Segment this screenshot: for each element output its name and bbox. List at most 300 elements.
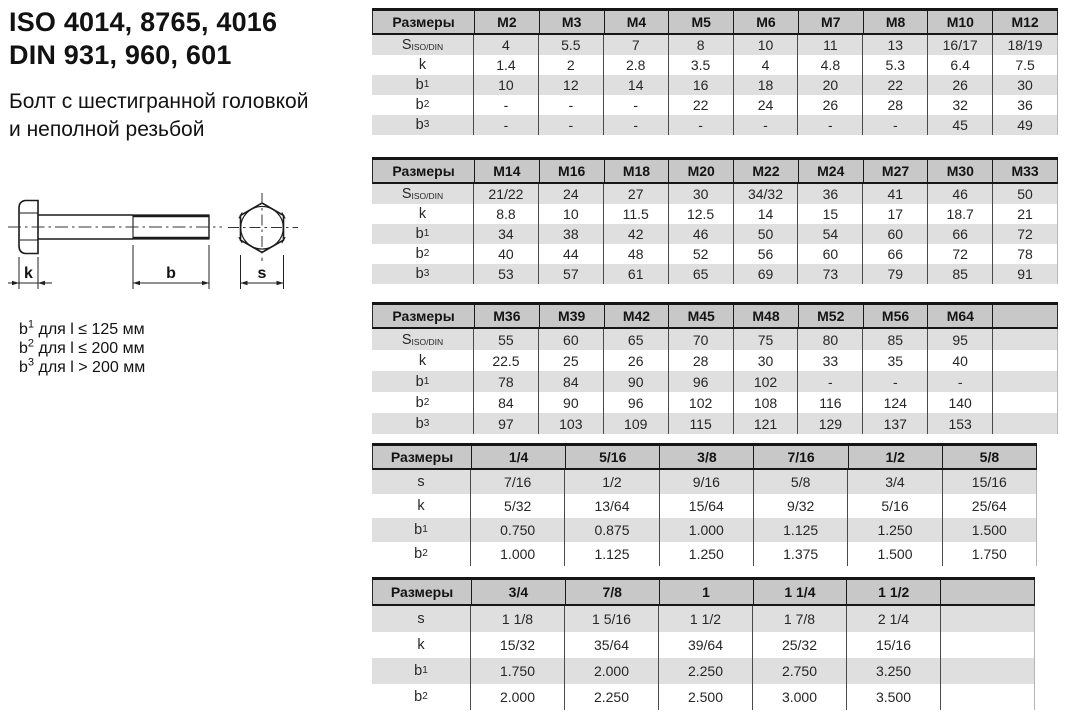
column-header: 5/8 xyxy=(942,446,1036,468)
table-row xyxy=(372,494,1037,518)
row-label-base: b xyxy=(415,97,424,113)
value-cell: 1.000 xyxy=(470,542,564,566)
value-cell: 35 xyxy=(862,350,927,371)
table-row xyxy=(372,55,1058,75)
value-cell: 153 xyxy=(927,413,992,434)
value-cell: 10 xyxy=(473,75,538,95)
value-cell: 91 xyxy=(992,264,1057,284)
footnote-b3-sup: 3 xyxy=(27,356,35,369)
value-cell: 78 xyxy=(473,371,538,392)
footnote-b1-sup: 1 xyxy=(27,318,35,331)
footnote-b2-base: b xyxy=(19,340,28,357)
row-label: b 3 xyxy=(415,415,430,432)
table-row xyxy=(372,658,1035,684)
row-label xyxy=(372,55,473,75)
column-header xyxy=(992,305,1057,327)
table-header-row xyxy=(372,580,1035,606)
value-cell: 66 xyxy=(927,224,992,244)
table-row xyxy=(372,264,1058,284)
value-cell: - xyxy=(797,115,862,135)
table-row xyxy=(372,244,1058,264)
column-header: M14 xyxy=(474,160,539,182)
value-cell: 2.000 xyxy=(470,684,564,710)
value-cell: - xyxy=(473,115,538,135)
value-cell: 7.5 xyxy=(992,55,1057,75)
row-label: b 2 xyxy=(414,689,428,705)
row-label-base: b xyxy=(415,415,424,432)
value-cell: 24 xyxy=(538,184,603,204)
table-header-row xyxy=(372,305,1058,329)
value-cell: 85 xyxy=(862,329,927,350)
value-cell: 40 xyxy=(927,350,992,371)
value-cell: 3.250 xyxy=(846,658,940,684)
value-cell: 28 xyxy=(862,95,927,115)
value-cell: 15/64 xyxy=(659,494,753,518)
spec-table-3 xyxy=(372,302,1058,434)
subtitle-line-1: Болт с шестигранной головкой xyxy=(9,90,309,113)
column-header: 1/4 xyxy=(471,446,565,468)
value-cell: 1.4 xyxy=(473,55,538,75)
value-cell: 15/16 xyxy=(846,632,940,658)
value-cell: - xyxy=(668,115,733,135)
table-row xyxy=(372,606,1035,632)
value-cell xyxy=(940,632,1034,658)
row-label-base: k xyxy=(418,206,427,222)
value-cell: 6.4 xyxy=(927,55,992,75)
column-header: M56 xyxy=(863,305,928,327)
value-cell: - xyxy=(603,95,668,115)
value-cell: 1.750 xyxy=(942,542,1036,566)
value-cell: 72 xyxy=(992,224,1057,244)
table-header-row xyxy=(372,446,1037,470)
value-cell: 5/8 xyxy=(753,470,847,494)
value-cell: 1.500 xyxy=(942,518,1036,542)
row-label xyxy=(372,204,473,224)
value-cell: 7 xyxy=(603,35,668,55)
footnote-b2-sup: 2 xyxy=(27,337,35,350)
column-header: 1 1/4 xyxy=(753,580,847,604)
value-cell: 65 xyxy=(603,329,668,350)
column-header: M10 xyxy=(927,11,992,33)
column-header: M48 xyxy=(733,305,798,327)
row-label xyxy=(372,350,473,371)
dimension-tables-panel xyxy=(372,0,1067,720)
column-header: M2 xyxy=(474,11,539,33)
value-cell: 16 xyxy=(668,75,733,95)
row-label-base: b xyxy=(414,689,423,705)
value-cell: 3.000 xyxy=(752,684,846,710)
value-cell: 121 xyxy=(733,413,798,434)
value-cell: 13 xyxy=(862,35,927,55)
row-label-base: s xyxy=(417,611,425,627)
value-cell: 27 xyxy=(603,184,668,204)
column-header: M4 xyxy=(604,11,669,33)
row-label xyxy=(372,470,470,494)
value-cell: 84 xyxy=(538,371,603,392)
row-label-base: k xyxy=(417,498,425,514)
value-cell xyxy=(992,371,1057,392)
value-cell: 15/16 xyxy=(942,470,1036,494)
value-cell: 79 xyxy=(862,264,927,284)
value-cell: 22 xyxy=(668,95,733,115)
column-header: M42 xyxy=(604,305,669,327)
value-cell: 2.750 xyxy=(752,658,846,684)
column-header xyxy=(940,580,1034,604)
value-cell: 30 xyxy=(992,75,1057,95)
value-cell: 90 xyxy=(603,371,668,392)
value-cell: 103 xyxy=(538,413,603,434)
table-row xyxy=(372,413,1058,434)
column-header: 7/8 xyxy=(565,580,659,604)
column-header: M45 xyxy=(668,305,733,327)
column-header: M39 xyxy=(539,305,604,327)
value-cell: 2.000 xyxy=(564,658,658,684)
value-cell: 10 xyxy=(733,35,798,55)
value-cell: 34/32 xyxy=(733,184,798,204)
value-cell: 80 xyxy=(797,329,862,350)
value-cell: 25/32 xyxy=(752,632,846,658)
value-cell: 0.875 xyxy=(564,518,658,542)
table-row xyxy=(372,470,1037,494)
row-label: b 1 xyxy=(414,522,428,538)
value-cell: 41 xyxy=(862,184,927,204)
row-label: b 2 xyxy=(415,246,430,262)
value-cell: - xyxy=(797,371,862,392)
value-cell: 1.500 xyxy=(847,542,941,566)
value-cell: 75 xyxy=(733,329,798,350)
value-cell: 102 xyxy=(668,392,733,413)
value-cell: 13/64 xyxy=(564,494,658,518)
row-label-base: b xyxy=(414,663,423,679)
value-cell: 2.500 xyxy=(658,684,752,710)
table-header-row xyxy=(372,11,1058,35)
column-header: M16 xyxy=(539,160,604,182)
value-cell: 20 xyxy=(797,75,862,95)
value-cell: 5/16 xyxy=(847,494,941,518)
table-row xyxy=(372,350,1058,371)
value-cell: 8.8 xyxy=(473,204,538,224)
row-label: b 3 xyxy=(415,117,430,133)
bolt-drawing xyxy=(0,185,340,297)
value-cell: 1.250 xyxy=(847,518,941,542)
value-cell: 18.7 xyxy=(927,204,992,224)
value-cell: 52 xyxy=(668,244,733,264)
value-cell: 39/64 xyxy=(658,632,752,658)
column-header: M52 xyxy=(798,305,863,327)
value-cell: 2 xyxy=(538,55,603,75)
row-label-base: s xyxy=(417,474,425,490)
row-label: S ISO/DIN xyxy=(401,186,444,202)
table-header-row xyxy=(372,160,1058,184)
value-cell: 1.750 xyxy=(470,658,564,684)
value-cell: 3.5 xyxy=(668,55,733,75)
value-cell: 24 xyxy=(733,95,798,115)
value-cell: 46 xyxy=(927,184,992,204)
value-cell: 14 xyxy=(603,75,668,95)
table-row xyxy=(372,204,1058,224)
value-cell: 30 xyxy=(733,350,798,371)
spec-table-2 xyxy=(372,157,1058,284)
table-row xyxy=(372,684,1035,710)
value-cell: 10 xyxy=(538,204,603,224)
table-row xyxy=(372,392,1058,413)
spec-table-5 xyxy=(372,577,1035,710)
header-label: Размеры xyxy=(392,163,455,179)
value-cell: 15 xyxy=(797,204,862,224)
header-label: Размеры xyxy=(390,584,454,600)
column-header: M6 xyxy=(733,11,798,33)
value-cell: 2.8 xyxy=(603,55,668,75)
table-row xyxy=(372,329,1058,350)
page-title xyxy=(9,6,277,72)
value-cell: 42 xyxy=(603,224,668,244)
value-cell: 140 xyxy=(927,392,992,413)
value-cell: 36 xyxy=(797,184,862,204)
row-label xyxy=(372,606,470,632)
value-cell: 21 xyxy=(992,204,1057,224)
value-cell: 1/2 xyxy=(564,470,658,494)
value-cell: 95 xyxy=(927,329,992,350)
value-cell: 12 xyxy=(538,75,603,95)
value-cell: 2.250 xyxy=(564,684,658,710)
value-cell: 124 xyxy=(862,392,927,413)
value-cell: 129 xyxy=(797,413,862,434)
value-cell: 5/32 xyxy=(470,494,564,518)
row-label xyxy=(372,494,470,518)
value-cell: 28 xyxy=(668,350,733,371)
value-cell xyxy=(940,684,1034,710)
value-cell: 9/16 xyxy=(659,470,753,494)
row-label-base: b xyxy=(415,117,424,133)
value-cell: - xyxy=(538,115,603,135)
footnote-b2-text: для l ≤ 200 мм xyxy=(34,340,145,357)
column-header: 3/8 xyxy=(659,446,753,468)
value-cell: 26 xyxy=(797,95,862,115)
value-cell: 25 xyxy=(538,350,603,371)
subtitle-line-2: и неполной резьбой xyxy=(9,118,205,141)
dim-label-k: k xyxy=(24,265,33,282)
value-cell: 15/32 xyxy=(470,632,564,658)
row-label: b 3 xyxy=(415,266,430,282)
row-label-base: S xyxy=(401,331,412,348)
value-cell: 97 xyxy=(473,413,538,434)
value-cell: - xyxy=(603,115,668,135)
table-row xyxy=(372,371,1058,392)
value-cell: 137 xyxy=(862,413,927,434)
row-label-base: b xyxy=(415,394,424,411)
spec-table-4 xyxy=(372,443,1037,566)
value-cell: 60 xyxy=(797,244,862,264)
bolt-drawing-svg xyxy=(0,185,340,297)
table-row xyxy=(372,224,1058,244)
value-cell: 50 xyxy=(992,184,1057,204)
row-label: b 2 xyxy=(415,394,430,411)
row-label-base: S xyxy=(401,186,412,202)
value-cell: 50 xyxy=(733,224,798,244)
value-cell: 1 7/8 xyxy=(752,606,846,632)
value-cell: 30 xyxy=(668,184,733,204)
value-cell xyxy=(992,392,1057,413)
value-cell: 46 xyxy=(668,224,733,244)
column-header: M27 xyxy=(863,160,928,182)
value-cell xyxy=(992,350,1057,371)
title-iso: ISO 4014, 8765, 4016 xyxy=(9,7,278,37)
footnote-b1-text: для l ≤ 125 мм xyxy=(34,321,145,338)
value-cell: 33 xyxy=(797,350,862,371)
value-cell: 53 xyxy=(473,264,538,284)
row-label xyxy=(372,632,470,658)
value-cell: 2 1/4 xyxy=(846,606,940,632)
value-cell: 32 xyxy=(927,95,992,115)
page-subtitle xyxy=(9,88,308,144)
row-label-base: b xyxy=(414,546,423,562)
row-label: b 1 xyxy=(415,226,430,242)
footnote-b3-text: для l > 200 мм xyxy=(34,359,146,376)
value-cell: 4.8 xyxy=(797,55,862,75)
value-cell: 85 xyxy=(927,264,992,284)
header-label: Размеры xyxy=(392,14,455,30)
row-label-base: b xyxy=(415,266,424,282)
value-cell: 22.5 xyxy=(473,350,538,371)
row-label-base: b xyxy=(415,246,424,262)
row-label: b 2 xyxy=(415,97,430,113)
value-cell: 70 xyxy=(668,329,733,350)
value-cell: 14 xyxy=(733,204,798,224)
footnote-b3 xyxy=(19,358,145,377)
column-header: M64 xyxy=(927,305,992,327)
value-cell: - xyxy=(862,371,927,392)
value-cell: 44 xyxy=(538,244,603,264)
value-cell: 54 xyxy=(797,224,862,244)
value-cell: 56 xyxy=(733,244,798,264)
value-cell: 96 xyxy=(603,392,668,413)
value-cell: 1.125 xyxy=(753,518,847,542)
left-panel xyxy=(0,0,372,720)
value-cell: 18/19 xyxy=(992,35,1057,55)
table-row xyxy=(372,632,1035,658)
column-header: 7/16 xyxy=(753,446,847,468)
table-row xyxy=(372,115,1058,135)
row-label-base: k xyxy=(418,57,427,73)
column-header: M36 xyxy=(474,305,539,327)
value-cell: 69 xyxy=(733,264,798,284)
value-cell: 48 xyxy=(603,244,668,264)
value-cell: 1.375 xyxy=(753,542,847,566)
footnote-b3-base: b xyxy=(19,359,28,376)
column-header: 1/2 xyxy=(848,446,942,468)
value-cell: 96 xyxy=(668,371,733,392)
value-cell: 38 xyxy=(538,224,603,244)
footnote-b1 xyxy=(19,320,145,339)
value-cell: 1.125 xyxy=(564,542,658,566)
value-cell: 72 xyxy=(927,244,992,264)
value-cell: 17 xyxy=(862,204,927,224)
row-label-base: S xyxy=(401,37,412,53)
column-header: 3/4 xyxy=(471,580,565,604)
value-cell: 36 xyxy=(992,95,1057,115)
value-cell: 84 xyxy=(473,392,538,413)
value-cell: 2.250 xyxy=(658,658,752,684)
value-cell: 109 xyxy=(603,413,668,434)
value-cell: 55 xyxy=(473,329,538,350)
column-header: M24 xyxy=(798,160,863,182)
value-cell: 115 xyxy=(668,413,733,434)
value-cell xyxy=(992,413,1057,434)
column-header: M22 xyxy=(733,160,798,182)
value-cell: 0.750 xyxy=(470,518,564,542)
value-cell: - xyxy=(473,95,538,115)
column-header: M8 xyxy=(863,11,928,33)
value-cell: 1.250 xyxy=(659,542,753,566)
value-cell: 116 xyxy=(797,392,862,413)
value-cell: 25/64 xyxy=(942,494,1036,518)
column-header: M7 xyxy=(798,11,863,33)
footnote-b2 xyxy=(19,339,145,358)
column-header: M18 xyxy=(604,160,669,182)
value-cell: 26 xyxy=(927,75,992,95)
value-cell: 34 xyxy=(473,224,538,244)
header-label: Размеры xyxy=(392,308,455,324)
dim-label-s: s xyxy=(257,265,267,282)
value-cell: 4 xyxy=(733,55,798,75)
value-cell: 102 xyxy=(733,371,798,392)
value-cell: 9/32 xyxy=(753,494,847,518)
value-cell: 12.5 xyxy=(668,204,733,224)
value-cell: 60 xyxy=(538,329,603,350)
column-header: M30 xyxy=(927,160,992,182)
row-label: b 2 xyxy=(414,546,428,562)
row-label: b 1 xyxy=(414,663,428,679)
row-label-base: k xyxy=(418,352,427,369)
value-cell: 11 xyxy=(797,35,862,55)
value-cell: 5.3 xyxy=(862,55,927,75)
row-label-base: b xyxy=(414,522,423,538)
value-cell: 16/17 xyxy=(927,35,992,55)
table-row xyxy=(372,518,1037,542)
value-cell xyxy=(992,329,1057,350)
value-cell: 8 xyxy=(668,35,733,55)
row-label: S ISO/DIN xyxy=(401,37,444,53)
value-cell: 108 xyxy=(733,392,798,413)
value-cell: 61 xyxy=(603,264,668,284)
row-label: b 1 xyxy=(415,77,430,93)
column-header: M3 xyxy=(539,11,604,33)
value-cell: 73 xyxy=(797,264,862,284)
value-cell: - xyxy=(538,95,603,115)
spec-table-1 xyxy=(372,8,1058,135)
table-row xyxy=(372,75,1058,95)
table-row xyxy=(372,35,1058,55)
row-label-base: k xyxy=(417,637,425,653)
footnote-b1-base: b xyxy=(19,321,28,338)
title-din: DIN 931, 960, 601 xyxy=(9,40,232,70)
value-cell: 35/64 xyxy=(564,632,658,658)
column-header: M33 xyxy=(992,160,1057,182)
value-cell: 49 xyxy=(992,115,1057,135)
table-row xyxy=(372,184,1058,204)
value-cell xyxy=(940,606,1034,632)
value-cell: 60 xyxy=(862,224,927,244)
column-header: 5/16 xyxy=(565,446,659,468)
value-cell: 1.000 xyxy=(659,518,753,542)
value-cell: 1 1/2 xyxy=(658,606,752,632)
value-cell: 1 5/16 xyxy=(564,606,658,632)
column-header: 1 1/2 xyxy=(846,580,940,604)
value-cell: 40 xyxy=(473,244,538,264)
value-cell: 22 xyxy=(862,75,927,95)
row-label-base: b xyxy=(415,77,424,93)
row-label-base: b xyxy=(415,226,424,242)
